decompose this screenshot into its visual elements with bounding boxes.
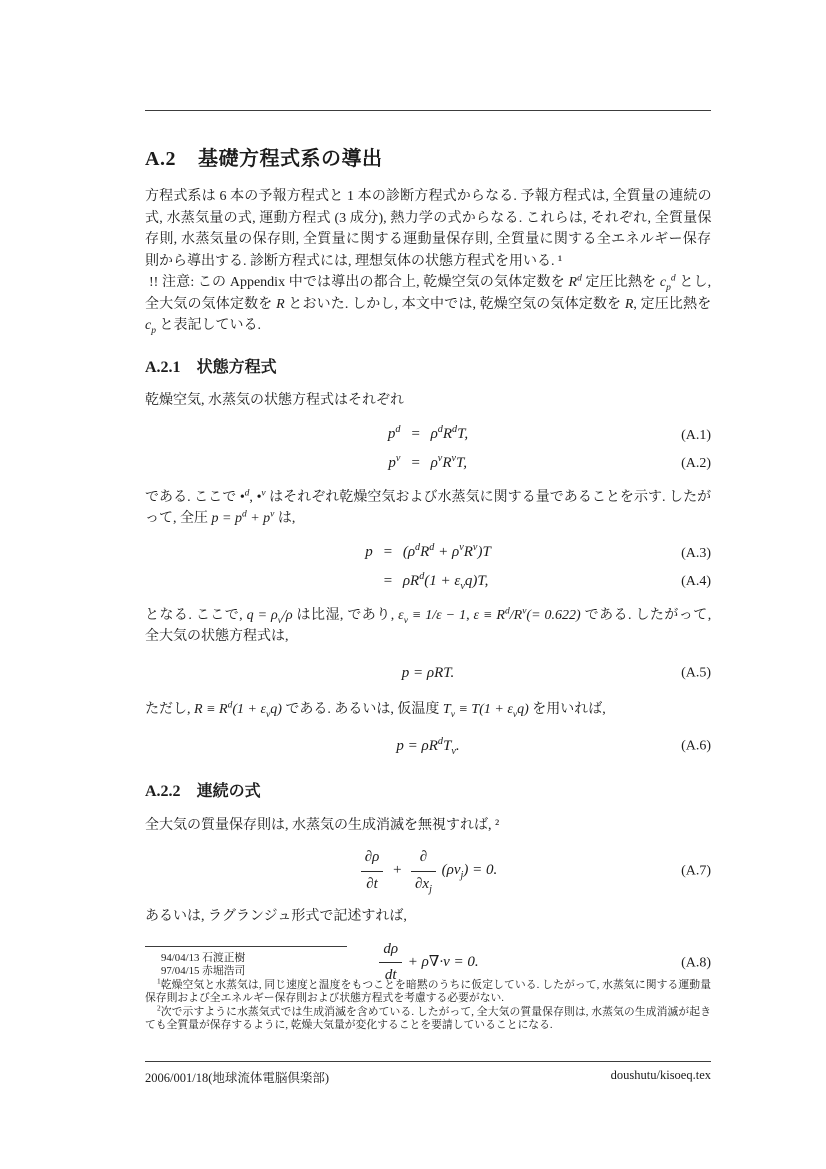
subsection-number: A.2.1 [145, 358, 181, 376]
equation-row-a1 [383, 420, 473, 450]
equation-rhs: $(\rho^dR^d + \rho^vR^v)T$ [402, 541, 491, 560]
fraction-numerator: dρ [379, 939, 402, 964]
equation-body: p = ρRT. [401, 664, 455, 681]
fraction-denominator: $\partial x_j$ [414, 875, 432, 895]
footnote-1 [145, 976, 711, 1006]
subsection-heading-a21 [145, 357, 711, 379]
paragraph-continuity-intro: 全大気の質量保存則は, 水蒸気の生成消滅を無視すれば, ² [145, 817, 500, 833]
equation-rhs: $\rho^vR^vT$, [430, 453, 467, 471]
equation-number-a5: (A.5) [681, 665, 711, 681]
equation-number-a2: (A.2) [681, 455, 711, 471]
equation-row-a3 [360, 538, 496, 568]
footer-filename: doushutu/kisoeq.tex [610, 1068, 711, 1082]
equation-lhs: $p^v$ [388, 453, 401, 471]
footnote-marker: 1 [157, 976, 161, 986]
equation-a1-a2 [145, 420, 711, 479]
section-heading [145, 142, 711, 171]
equation-lhs: $p^d$ [387, 423, 401, 442]
equation-row-a2 [383, 449, 473, 479]
equation-body: $p = \rho R^dT_v$. [396, 735, 460, 757]
equation-relation: = [410, 455, 421, 471]
fraction-numerator: ∂ρ [361, 847, 384, 872]
equation-a5 [145, 659, 711, 689]
page-content [145, 0, 711, 998]
fraction [411, 847, 436, 895]
equation-rhs: $\rho R^d(1 + \varepsilon_vq)T$, [402, 571, 489, 592]
equation-number-a8: (A.8) [681, 954, 711, 970]
fraction-denominator: dt [384, 967, 397, 983]
paragraph-after-a4: となる. ここで, $q = \rho_v/\rho$ は比湿, であり, $\varepsilon_v \equiv 1/\varepsilon - 1$, $\varepsilon \equiv R^d/R^v(= 0.622)$ である. したがって, 全大気の状態方程式は, [145, 605, 712, 644]
equation-align [383, 420, 473, 479]
footnote-text: 次で示すように水蒸気式では生成消滅を含めている. したがって, 全大気の質量保存則は, 水蒸気の生成消滅が起きても全質量が保存するように, 乾燥大気量が変化することを要請していることになる. [145, 1005, 711, 1032]
fraction-numerator: ∂ [411, 847, 436, 872]
equation-a3-a4 [145, 538, 711, 597]
subsection-title: 連続の式 [196, 783, 261, 800]
equation-rhs: $\rho^dR^dT$, [430, 423, 469, 442]
body-text [145, 186, 711, 989]
footnote-area [145, 946, 711, 1032]
section-title: 基礎方程式系の導出 [197, 148, 383, 170]
plus-operator: + [392, 862, 403, 879]
footnote-2 [145, 1003, 711, 1033]
equation-lhs: p [365, 543, 373, 560]
subsection-number: A.2.2 [145, 783, 181, 800]
fraction [361, 847, 384, 895]
equation-relation: = [382, 573, 393, 589]
paragraph-note: !! 注意: この Appendix 中では導出の都合上, 乾燥空気の気体定数を $R^d$ 定圧比熱を $c_p^d$ とし, 全大気の気体定数を R とおいた. しかし, 本文中では, 乾燥空気の気体定数を R, 定圧比熱を $c_p$ と表記している. [145, 273, 712, 336]
paragraph-state-eq-intro: 乾燥空気, 水蒸気の状態方程式はそれぞれ [145, 393, 404, 408]
equation-tail: $(\rho v_j) = 0$. [441, 862, 498, 882]
page-footer [145, 1061, 711, 1086]
footnote-rule [145, 946, 347, 947]
equation-number-a1: (A.1) [681, 427, 711, 443]
equation-lhs [360, 567, 378, 597]
equation-number-a4: (A.4) [681, 573, 711, 589]
footnote-marker: 2 [157, 1003, 161, 1013]
paragraph-intro: 方程式系は 6 本の予報方程式と 1 本の診断方程式からなる. 予報方程式は, 全質量の連続の式, 水蒸気量の式, 運動方程式 (3 成分), 熱力学の式からなる. これらは, それぞれ, 全質量保存則, 水蒸気量の保存則, 全質量に関する運動量保存則, 全質量に関する全エネルギー保存則から導出する. 診断方程式には, 理想気体の状態方程式を用いる. ¹ [145, 189, 712, 269]
paragraph-after-a7: あるいは, ラグランジュ形式で記述すれば, [145, 909, 407, 924]
equation-a6 [145, 732, 711, 762]
equation-body [359, 849, 498, 895]
footnote-text: 乾燥空気と水蒸気は, 同じ速度と温度をもつことを暗黙のうちに仮定している. したがって, 水蒸気に関する運動量保存則および全エネルギー保存則および状態方程式を考慮する必要がない. [145, 978, 711, 1005]
paragraph-after-a2: である. ここで •$^d$, •$^v$ はそれぞれ乾燥空気および水蒸気に関する量であることを示す. したがって, 全圧 $p = p^d + p^v$ は, [145, 487, 712, 526]
equation-align [360, 538, 496, 597]
equation-relation: = [382, 543, 393, 560]
header-rule [145, 110, 711, 111]
section-number: A.2 [145, 148, 176, 170]
paragraph-after-a5: ただし, $R \equiv R^d(1 + \varepsilon_vq)$ である. あるいは, 仮温度 $T_v \equiv T(1 + \varepsilon_vq)$ を用いれば, [145, 700, 606, 720]
equation-row-a4 [360, 567, 496, 597]
equation-number-a6: (A.6) [681, 738, 711, 754]
revision-history-line: 97/04/15 赤堀浩司 [161, 965, 246, 978]
equation-a7 [145, 845, 711, 897]
subsection-heading-a22 [145, 781, 711, 803]
equation-tail: + ρ∇·v = 0. [407, 953, 479, 970]
subsection-title: 状態方程式 [196, 358, 277, 376]
equation-relation: = [410, 425, 421, 442]
equation-number-a3: (A.3) [681, 545, 711, 561]
revision-history-line: 94/04/13 石渡正樹 [161, 952, 246, 964]
fraction-denominator: ∂t [366, 875, 378, 892]
equation-number-a7: (A.7) [681, 863, 711, 879]
footer-date: 2006/001/18(地球流体電脳倶楽部) [145, 1071, 330, 1085]
